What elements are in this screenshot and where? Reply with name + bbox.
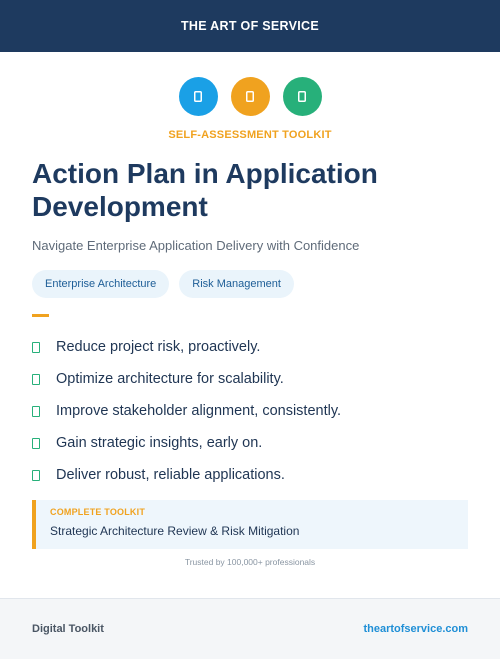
- website-link[interactable]: theartofservice.com: [363, 623, 468, 635]
- toolkit-callout: [32, 500, 468, 549]
- trust-note: Trusted by 100,000+ professionals: [184, 557, 316, 567]
- document-icon: [231, 77, 270, 116]
- benefit-text: Improve stakeholder alignment, consistently.: [56, 403, 342, 419]
- document-icon: [179, 77, 218, 116]
- document-icon: [283, 77, 322, 116]
- tag-risk-management[interactable]: Risk Management: [179, 270, 294, 298]
- benefit-text: Deliver robust, reliable applications.: [56, 467, 285, 483]
- benefit-text: Optimize architecture for scalability.: [56, 371, 284, 387]
- footer-bar: [0, 598, 500, 659]
- kicker-label: SELF-ASSESSMENT TOOLKIT: [168, 129, 332, 141]
- accent-divider: [32, 314, 49, 317]
- list-item: [32, 331, 341, 363]
- check-icon: [32, 438, 40, 449]
- check-icon: [32, 470, 40, 481]
- list-item: [32, 363, 341, 395]
- footer-label: Digital Toolkit: [32, 623, 104, 635]
- page-title: Action Plan in Application Development: [32, 158, 378, 222]
- page-subtitle: Navigate Enterprise Application Delivery with Confidence: [32, 238, 360, 253]
- check-icon: [32, 406, 40, 417]
- tag-enterprise-architecture[interactable]: Enterprise Architecture: [32, 270, 169, 298]
- benefit-text: Gain strategic insights, early on.: [56, 435, 263, 451]
- benefit-list: [32, 331, 341, 491]
- list-item: [32, 427, 341, 459]
- benefit-text: Reduce project risk, proactively.: [56, 339, 261, 355]
- icon-row: [0, 77, 500, 116]
- check-icon: [32, 374, 40, 385]
- callout-text: Strategic Architecture Review & Risk Mitigation: [50, 524, 300, 538]
- brand-title: THE ART OF SERVICE: [180, 19, 320, 33]
- tag-list: [32, 270, 294, 298]
- check-icon: [32, 342, 40, 353]
- header-bar: [0, 0, 500, 52]
- list-item: [32, 395, 341, 427]
- list-item: [32, 459, 341, 491]
- callout-label: COMPLETE TOOLKIT: [50, 507, 146, 517]
